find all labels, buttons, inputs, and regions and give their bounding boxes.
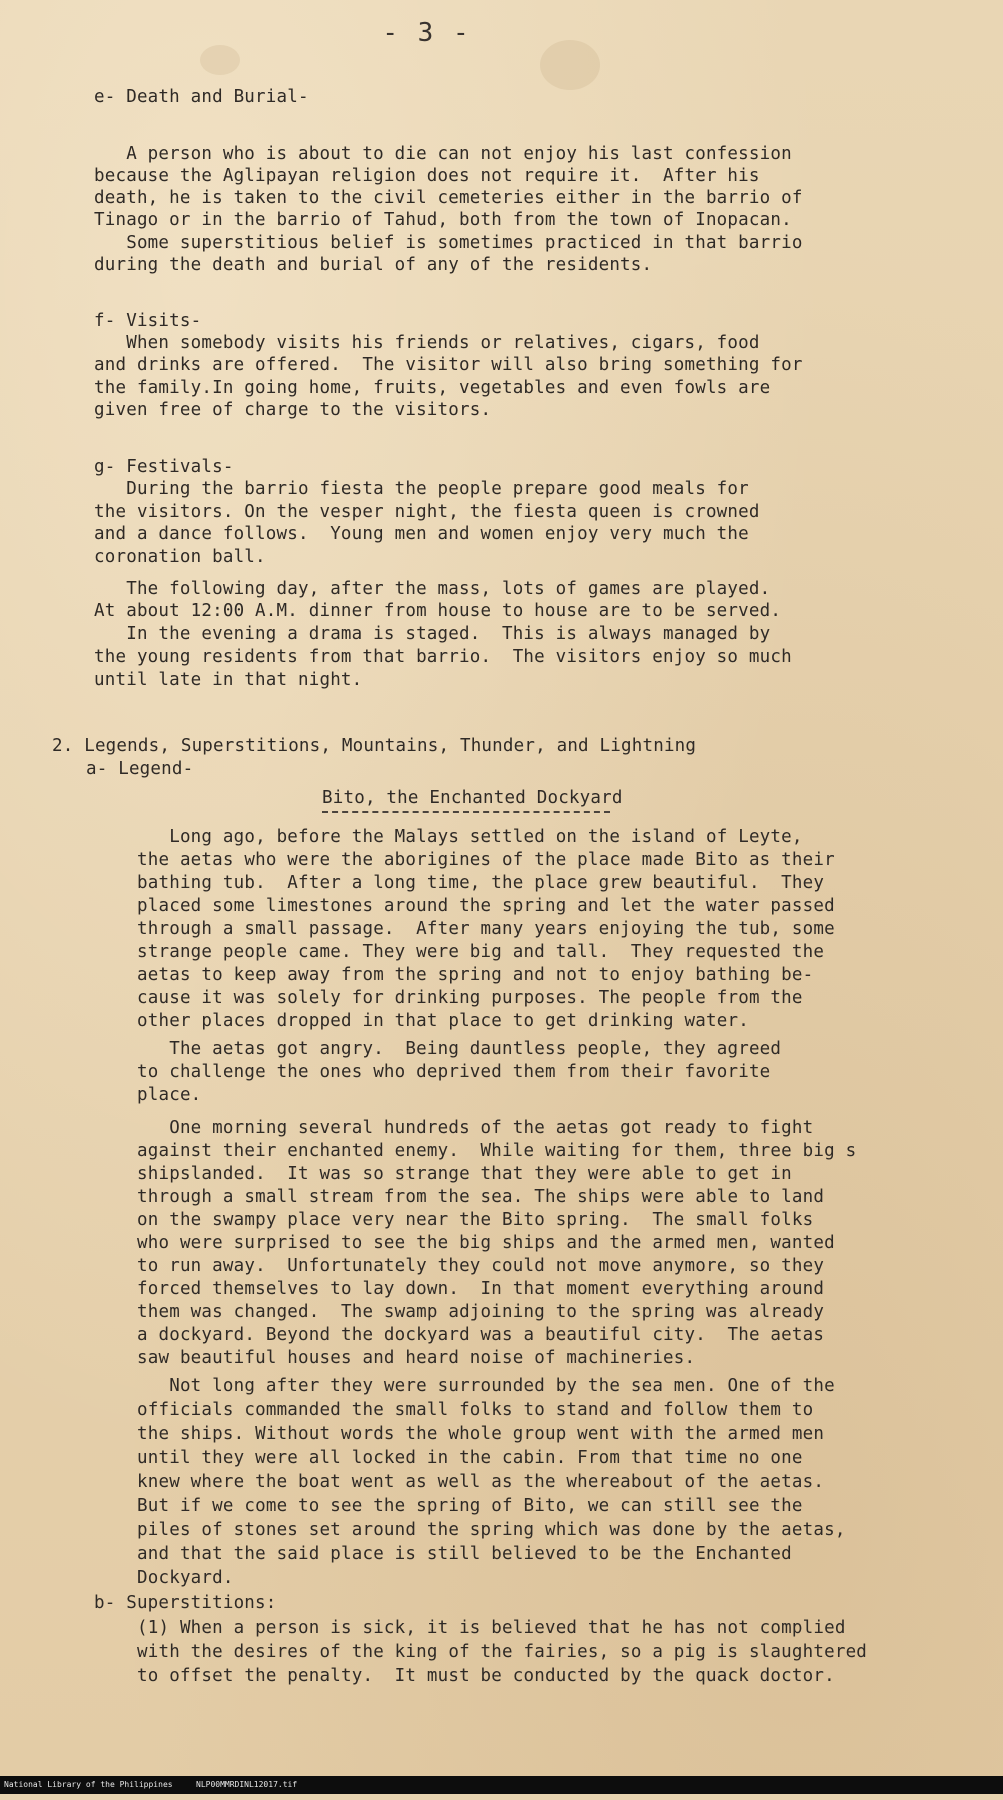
paragraph-line: and a dance follows. Young men and women enjoy very much the	[94, 524, 749, 544]
paragraph-line: the ships. Without words the whole group went with the armed men	[137, 1424, 825, 1444]
paragraph-line: But if we come to see the spring of Bito, we can still see the	[137, 1496, 803, 1516]
paragraph-line: death, he is taken to the civil cemeteries either in the barrio of	[94, 188, 803, 208]
paragraph-line: until they were all locked in the cabin. From that time no one	[137, 1448, 803, 1468]
paragraph-line: The following day, after the mass, lots of games are played.	[94, 579, 771, 599]
title-underline	[322, 811, 610, 813]
paragraph-line: with the desires of the king of the fairies, so a pig is slaughtered	[137, 1642, 868, 1662]
paragraph-line: given free of charge to the visitors.	[94, 400, 492, 420]
paragraph-line: to challenge the ones who deprived them from their favorite	[137, 1062, 771, 1082]
paragraph-line: and that the said place is still believed to be the Enchanted	[137, 1544, 792, 1564]
paragraph-line: the young residents from that barrio. The visitors enjoy so much	[94, 647, 792, 667]
paragraph-line: Dockyard.	[137, 1568, 234, 1588]
paragraph-line: During the barrio fiesta the people prepare good meals for	[94, 479, 749, 499]
paragraph-line: until late in that night.	[94, 670, 363, 690]
footer-library: National Library of the Philippines	[4, 1780, 173, 1789]
paragraph-line: other places dropped in that place to get drinking water.	[137, 1011, 749, 1031]
section-a-heading: a- Legend-	[86, 759, 194, 779]
paragraph-line: bathing tub. After a long time, the place grew beautiful. They	[137, 873, 825, 893]
paragraph-line: When somebody visits his friends or relatives, cigars, food	[94, 333, 760, 353]
section-e-heading: e- Death and Burial-	[94, 87, 309, 107]
section-g-heading: g- Festivals-	[94, 457, 234, 477]
paragraph-line: shipslanded. It was so strange that they were able to get in	[137, 1164, 792, 1184]
paragraph-line: the family.In going home, fruits, vegetables and even fowls are	[94, 378, 771, 398]
paragraph-line: the visitors. On the vesper night, the fiesta queen is crowned	[94, 502, 760, 522]
paragraph-line: aetas to keep away from the spring and not to enjoy bathing be-	[137, 965, 814, 985]
footer-filename: NLP00MMRDINL12017.tif	[196, 1780, 298, 1789]
paragraph-line: cause it was solely for drinking purposes. The people from the	[137, 988, 803, 1008]
paragraph-line: coronation ball.	[94, 547, 266, 567]
paragraph-line: In the evening a drama is staged. This is always managed by	[94, 624, 771, 644]
paragraph-line: strange people came. They were big and tall. They requested the	[137, 942, 825, 962]
paragraph-line: through a small passage. After many years enjoying the tub, some	[137, 919, 835, 939]
paragraph-line: Long ago, before the Malays settled on the island of Leyte,	[137, 827, 803, 847]
paragraph-line: One morning several hundreds of the aetas got ready to fight	[137, 1118, 814, 1138]
section-b-heading: b- Superstitions:	[94, 1593, 277, 1613]
paragraph-line: knew where the boat went as well as the whereabout of the aetas.	[137, 1472, 825, 1492]
paragraph-line: through a small stream from the sea. The ships were able to land	[137, 1187, 825, 1207]
paragraph-line: officials commanded the small folks to stand and follow them to	[137, 1400, 814, 1420]
paragraph-line: At about 12:00 A.M. dinner from house to house are to be served.	[94, 601, 782, 621]
paragraph-line: place.	[137, 1085, 202, 1105]
paragraph-line: to run away. Unfortunately they could not move anymore, so they	[137, 1256, 825, 1276]
paragraph-line: A person who is about to die can not enjoy his last confession	[94, 144, 792, 164]
page-number: - 3 -	[382, 18, 471, 48]
paragraph-line: saw beautiful houses and heard noise of machineries.	[137, 1348, 696, 1368]
paragraph-line: who were surprised to see the big ships and the armed men, wanted	[137, 1233, 835, 1253]
paragraph-line: during the death and burial of any of the residents.	[94, 255, 653, 275]
scan-footer	[0, 1776, 1003, 1794]
paragraph-line: placed some limestones around the spring and let the water passed	[137, 896, 835, 916]
bottom-margin	[0, 1794, 1003, 1800]
paragraph-line: on the swampy place very near the Bito spring. The small folks	[137, 1210, 814, 1230]
paragraph-line: the aetas who were the aborigines of the place made Bito as their	[137, 850, 835, 870]
paragraph-line: (1) When a person is sick, it is believed that he has not complied	[137, 1618, 846, 1638]
section-f-heading: f- Visits-	[94, 311, 202, 331]
paper-stain	[200, 45, 240, 75]
paragraph-line: because the Aglipayan religion does not require it. After his	[94, 166, 760, 186]
paragraph-line: Tinago or in the barrio of Tahud, both from the town of Inopacan.	[94, 210, 792, 230]
paragraph-line: Some superstitious belief is sometimes practiced in that barrio	[94, 233, 803, 253]
legend-title: Bito, the Enchanted Dockyard	[322, 788, 623, 808]
paragraph-line: Not long after they were surrounded by the sea men. One of the	[137, 1376, 835, 1396]
paragraph-line: to offset the penalty. It must be conducted by the quack doctor.	[137, 1666, 835, 1686]
paragraph-line: and drinks are offered. The visitor will also bring something for	[94, 355, 803, 375]
paragraph-line: against their enchanted enemy. While waiting for them, three big s	[137, 1141, 857, 1161]
section-2-heading: 2. Legends, Superstitions, Mountains, Thunder, and Lightning	[52, 736, 697, 756]
paragraph-line: a dockyard. Beyond the dockyard was a beautiful city. The aetas	[137, 1325, 825, 1345]
paragraph-line: piles of stones set around the spring which was done by the aetas,	[137, 1520, 846, 1540]
paragraph-line: them was changed. The swamp adjoining to the spring was already	[137, 1302, 825, 1322]
paragraph-line: forced themselves to lay down. In that moment everything around	[137, 1279, 825, 1299]
paragraph-line: The aetas got angry. Being dauntless people, they agreed	[137, 1039, 782, 1059]
